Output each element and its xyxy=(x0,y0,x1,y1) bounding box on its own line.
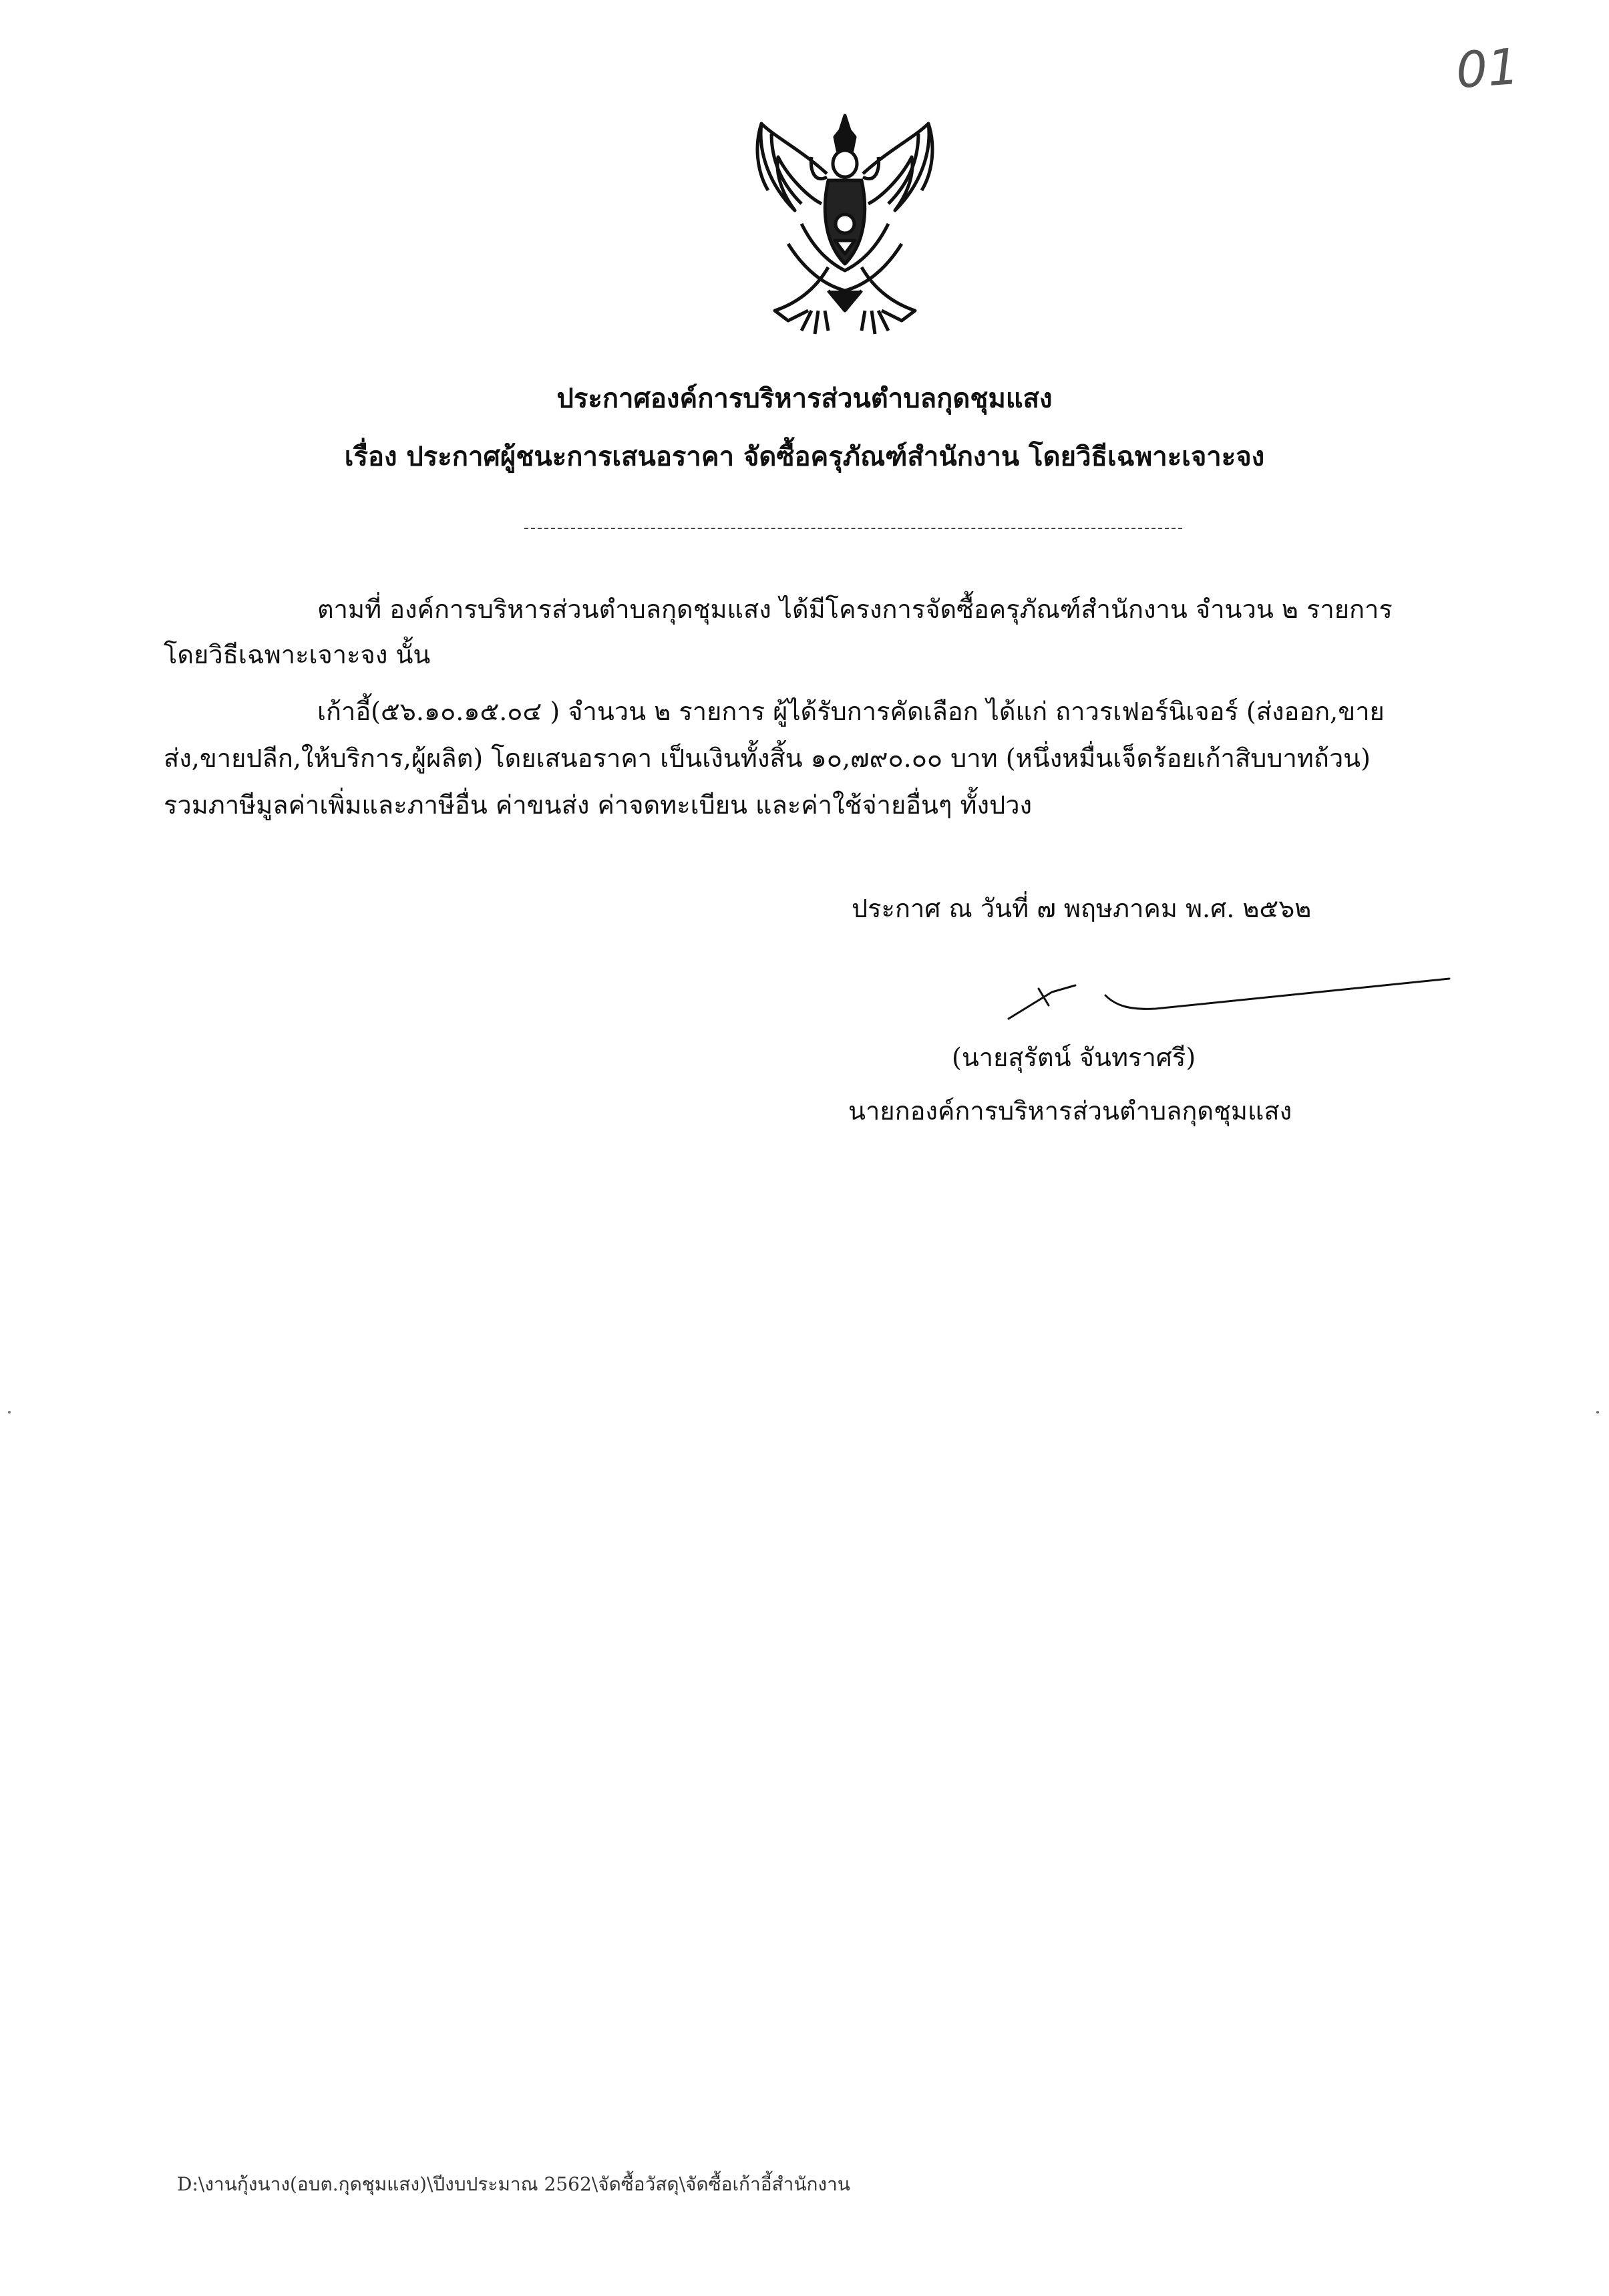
scan-speck xyxy=(8,1411,11,1414)
signatory-position: นายกองค์การบริหารส่วนตำบลกุดชุมแสง xyxy=(848,1096,1292,1126)
garuda-emblem-icon xyxy=(748,110,942,341)
signatory-name: (นายสุรัตน์ จันทราศรี) xyxy=(952,1043,1196,1072)
file-path-footer: D:\งานกุ้งนาง(อบต.กุดชุมแสง)\ปีงบประมาณ 2562\จัดซื้อวัสดุ\จัดซื้อเก้าอี้สำนักงาน xyxy=(177,2173,850,2195)
separator-line xyxy=(524,528,1182,529)
handwritten-signature xyxy=(1002,969,1456,1029)
announcement-subject: เรื่อง ประกาศผู้ชนะการเสนอราคา จัดซื้อครุภัณฑ์สำนักงาน โดยวิธีเฉพาะเจาะจง xyxy=(344,441,1265,472)
body-line: เก้าอี้(๕๖.๑๐.๑๕.๐๔ ) จำนวน ๒ รายการ ผู้ได้รับการคัดเลือก ได้แก่ ถาวรเฟอร์นิเจอร์ (ส่งออก,ขาย xyxy=(317,697,1385,726)
body-line: ตามที่ องค์การบริหารส่วนตำบลกุดชุมแสง ได้มีโครงการจัดซื้อครุภัณฑ์สำนักงาน จำนวน ๒ รายการ xyxy=(317,595,1393,624)
page-number-mark: 01 xyxy=(1454,37,1522,100)
body-line: รวมภาษีมูลค่าเพิ่มและภาษีอื่น ค่าขนส่ง ค่าจดทะเบียน และค่าใช้จ่ายอื่นๆ ทั้งปวง xyxy=(164,790,1033,820)
body-line: ส่ง,ขายปลีก,ให้บริการ,ผู้ผลิต) โดยเสนอราคา เป็นเงินทั้งสิ้น ๑๐,๗๙๐.๐๐ บาท (หนึ่งหมื่นเจ็ดร้อยเก้าสิบบาทถ้วน) xyxy=(164,744,1371,773)
announcement-title: ประกาศองค์การบริหารส่วนตำบลกุดชุมแสง xyxy=(556,383,1053,414)
scan-speck xyxy=(1596,1411,1599,1414)
announcement-date: ประกาศ ณ วันที่ ๗ พฤษภาคม พ.ศ. ๒๕๖๒ xyxy=(852,894,1312,923)
body-line: โดยวิธีเฉพาะเจาะจง นั้น xyxy=(164,640,431,669)
